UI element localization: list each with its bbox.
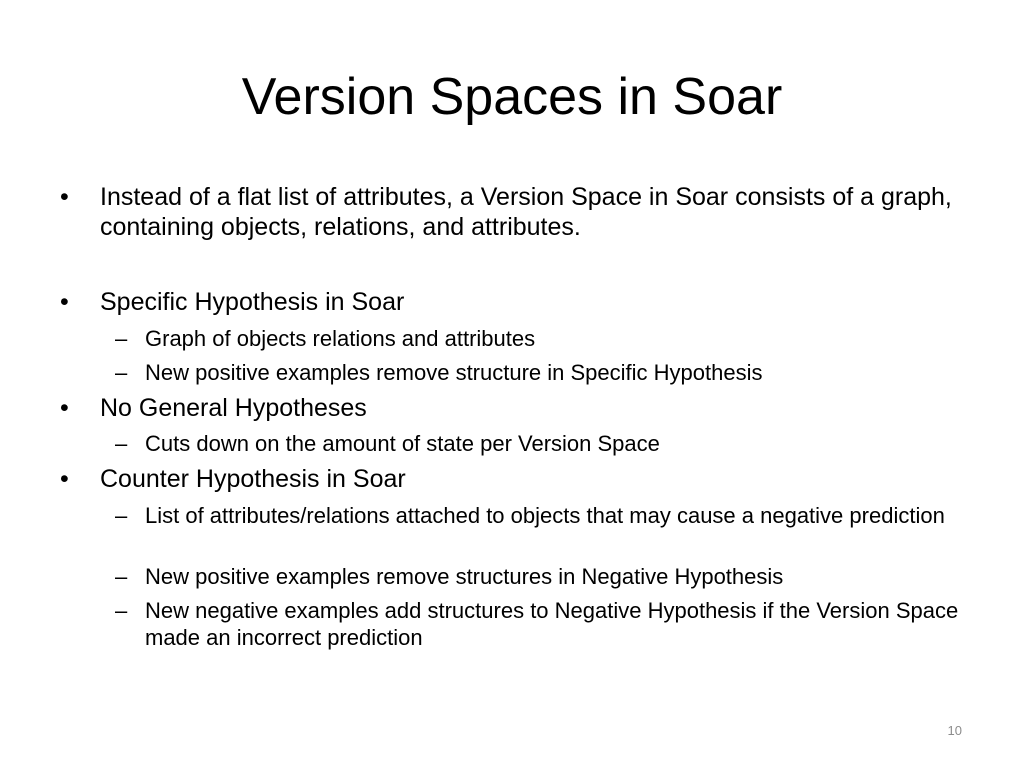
sub-bullet-text: Graph of objects relations and attributes: [145, 326, 536, 351]
bullet-item: [60, 393, 980, 423]
bullet-text: No General Hypotheses: [100, 394, 367, 422]
bullet-text: Instead of a flat list of attributes, a Version Space in Soar consists of a graph, containing objects, relations, and attributes.: [100, 183, 952, 241]
sub-bullet-text: Cuts down on the amount of state per Version Space: [145, 431, 660, 456]
sub-bullet-item: [115, 359, 965, 386]
bullet-marker: •: [60, 465, 69, 493]
sub-bullet-item: [115, 430, 965, 457]
bullet-text: Specific Hypothesis in Soar: [100, 288, 405, 316]
sub-bullet-item: [115, 502, 965, 529]
sub-bullet-item: [115, 325, 965, 352]
sub-bullet-text: New positive examples remove structures in Negative Hypothesis: [145, 564, 784, 589]
dash-marker: –: [115, 564, 128, 589]
page-number: 10: [947, 723, 962, 738]
bullet-item: [60, 287, 980, 317]
sub-bullet-text: List of attributes/relations attached to objects that may cause a negative prediction: [145, 503, 945, 528]
bullet-item: [60, 464, 980, 494]
bullet-marker: •: [60, 288, 69, 316]
sub-bullet-item: [115, 563, 965, 590]
sub-bullet-text: New negative examples add structures to Negative Hypothesis if the Version Space made an incorrect prediction: [145, 598, 959, 650]
dash-marker: –: [115, 598, 128, 623]
bullet-item: [60, 182, 980, 242]
bullet-text: Counter Hypothesis in Soar: [100, 465, 406, 493]
dash-marker: –: [115, 326, 128, 351]
bullet-marker: •: [60, 183, 69, 211]
dash-marker: –: [115, 360, 128, 385]
sub-bullet-item: [115, 597, 965, 651]
dash-marker: –: [115, 503, 128, 528]
slide-title: Version Spaces in Soar: [241, 68, 783, 126]
dash-marker: –: [115, 431, 128, 456]
sub-bullet-text: New positive examples remove structure in Specific Hypothesis: [145, 360, 763, 385]
bullet-marker: •: [60, 394, 69, 422]
